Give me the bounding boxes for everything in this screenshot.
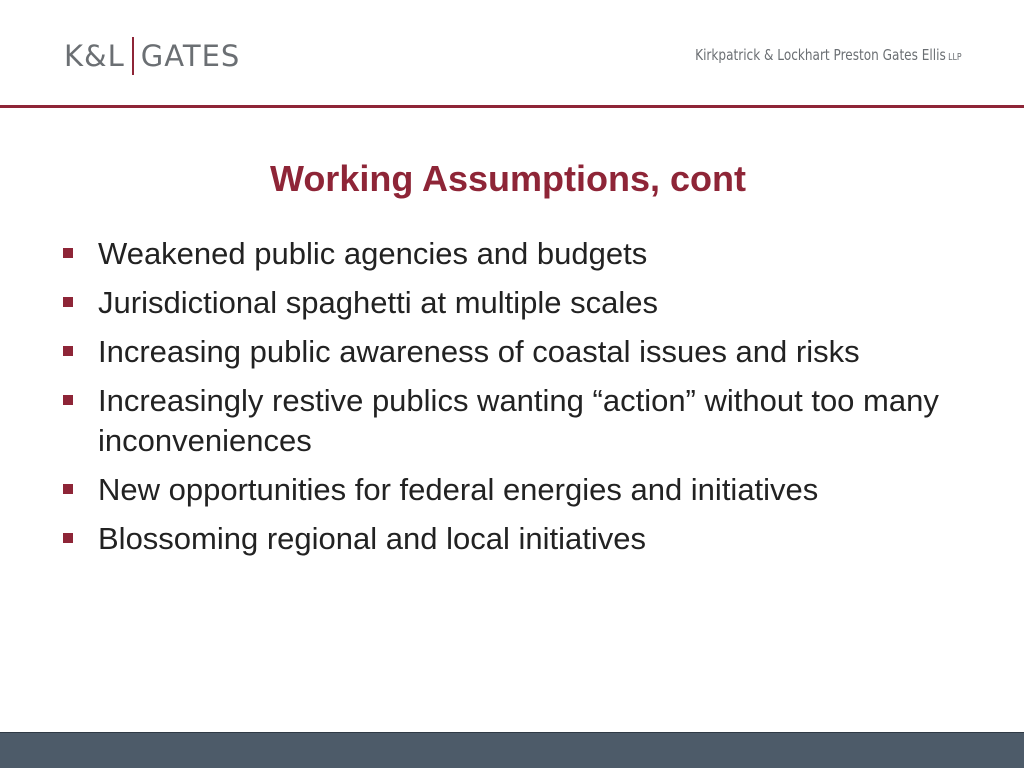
square-bullet-icon <box>63 484 73 494</box>
bullet-item <box>60 332 960 372</box>
square-bullet-icon <box>63 533 73 543</box>
slide-header <box>0 0 1024 105</box>
square-bullet-icon <box>63 346 73 356</box>
bullet-item <box>60 283 960 323</box>
bullet-item <box>60 381 960 461</box>
bullet-item <box>60 519 960 559</box>
square-bullet-icon <box>63 297 73 307</box>
firm-suffix: LLP <box>948 52 962 63</box>
bullet-text: Jurisdictional spaghetti at multiple scales <box>98 285 658 320</box>
slide-title: Working Assumptions, cont <box>269 158 746 199</box>
bullet-text: Increasingly restive publics wanting “action” without too many inconveniences <box>98 383 939 458</box>
logo-text-right: GATES <box>140 39 241 73</box>
bullet-text: Blossoming regional and local initiatives <box>98 521 646 556</box>
bullet-text: Increasing public awareness of coastal issues and risks <box>98 334 860 369</box>
firm-full-name <box>696 46 962 64</box>
firm-name-text: Kirkpatrick & Lockhart Preston Gates Ellis <box>695 46 947 64</box>
header-divider-line <box>0 105 1024 108</box>
square-bullet-icon <box>63 395 73 405</box>
bullet-text: Weakened public agencies and budgets <box>98 236 648 271</box>
footer-bar <box>0 732 1024 768</box>
bullet-item <box>60 234 960 274</box>
kl-gates-logo <box>64 38 240 74</box>
bullet-list <box>60 234 960 568</box>
square-bullet-icon <box>63 248 73 258</box>
logo-text-left: K&L <box>64 39 125 73</box>
logo-divider <box>132 37 134 75</box>
bullet-text: New opportunities for federal energies and initiatives <box>98 472 819 507</box>
bullet-item <box>60 470 960 510</box>
